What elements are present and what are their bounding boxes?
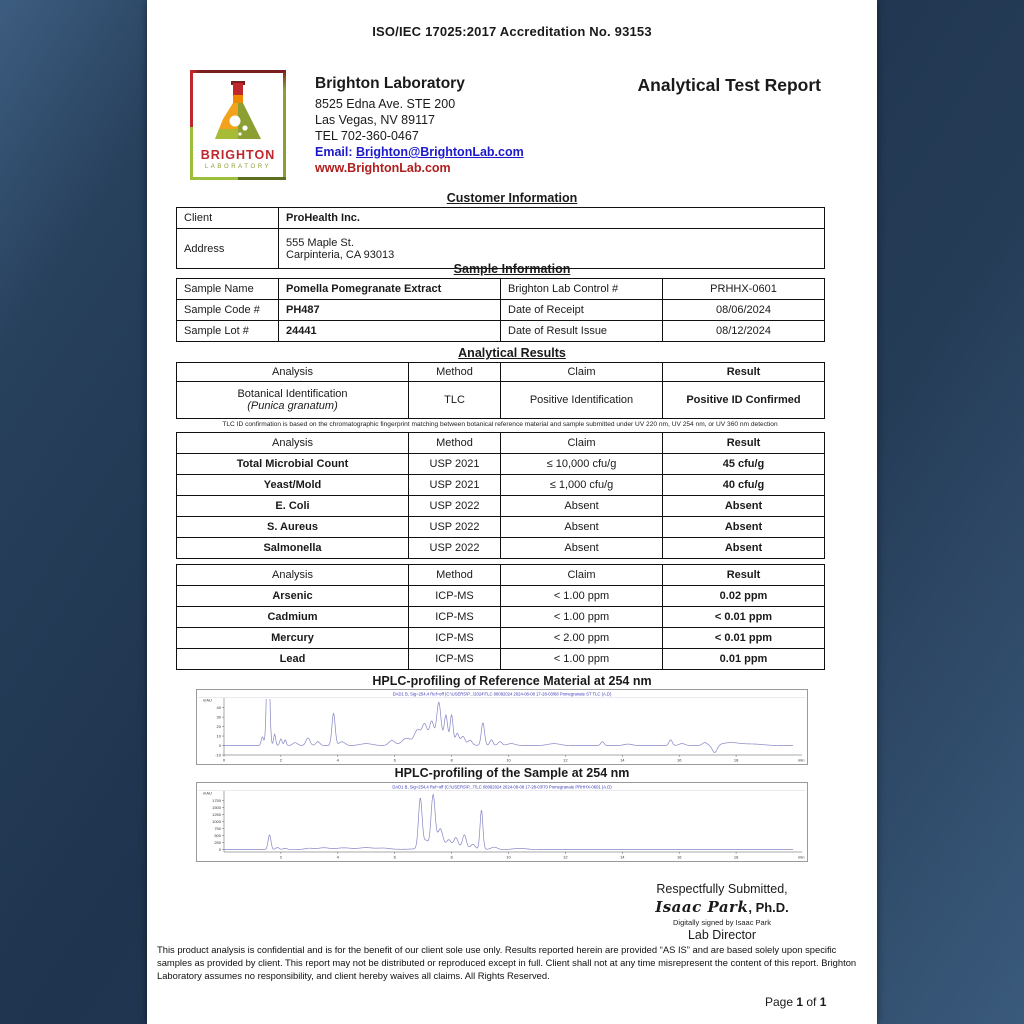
lab-email-line xyxy=(315,144,615,160)
col-result: Result xyxy=(663,565,825,586)
svg-text:min: min xyxy=(798,854,805,860)
address-value: 555 Maple St. Carpinteria, CA 93013 xyxy=(279,229,825,269)
botanical-method: TLC xyxy=(409,382,501,419)
table-row: Lead ICP-MS < 1.00 ppm 0.01 ppm xyxy=(177,649,825,670)
svg-text:10: 10 xyxy=(506,757,511,763)
sample-name-value: Pomella Pomegranate Extract xyxy=(279,279,501,300)
lab-control-label: Brighton Lab Control # xyxy=(501,279,663,300)
table-header-row xyxy=(177,565,825,586)
svg-text:40: 40 xyxy=(216,705,221,711)
table-row: Yeast/Mold USP 2021 ≤ 1,000 cfu/g 40 cfu/g xyxy=(177,475,825,496)
report-title: Analytical Test Report xyxy=(637,75,821,95)
svg-text:250: 250 xyxy=(214,839,221,845)
table-row: Mercury ICP-MS < 2.00 ppm < 0.01 ppm xyxy=(177,628,825,649)
accreditation-header: ISO/IEC 17025:2017 Accreditation No. 93153 xyxy=(372,24,652,39)
svg-text:0: 0 xyxy=(218,846,221,852)
svg-text:1250: 1250 xyxy=(212,811,221,817)
table-header-row xyxy=(177,433,825,454)
flask-icon xyxy=(205,81,271,143)
date-issue-label: Date of Result Issue xyxy=(501,321,663,342)
svg-text:min: min xyxy=(798,757,805,763)
report-page xyxy=(147,0,877,1024)
col-method: Method xyxy=(409,433,501,454)
lab-address-line2: Las Vegas, NV 89117 xyxy=(315,113,435,127)
svg-text:mAU: mAU xyxy=(203,790,212,796)
chromatogram-plot xyxy=(197,783,807,861)
svg-text:20: 20 xyxy=(216,724,221,730)
date-receipt-value: 08/06/2024 xyxy=(663,300,825,321)
svg-text:12: 12 xyxy=(563,757,568,763)
logo-border-bottom xyxy=(190,177,286,180)
svg-text:1750: 1750 xyxy=(212,797,221,803)
lab-control-value: PRHHX-0601 xyxy=(663,279,825,300)
date-issue-value: 08/12/2024 xyxy=(663,321,825,342)
table-row xyxy=(177,208,825,229)
digital-signature-note: Digitally signed by Isaac Park xyxy=(673,918,771,927)
table-row: S. Aureus USP 2022 Absent Absent xyxy=(177,517,825,538)
svg-text:DAD1 B, Sig=254,4 Ref=off (C:\: DAD1 B, Sig=254,4 Ref=off (C:\USERS\P...\TLC 08082024 2024-08-08 17-28-03\70 Pomegranate PRHHX-0601 (A.D) xyxy=(392,784,612,790)
svg-text:4: 4 xyxy=(336,854,339,860)
sample-lot-label: Sample Lot # xyxy=(177,321,279,342)
svg-text:4: 4 xyxy=(336,757,339,763)
botanical-table xyxy=(176,362,825,419)
svg-text:10: 10 xyxy=(506,854,511,860)
svg-text:2: 2 xyxy=(279,757,283,763)
disclaimer-text: This product analysis is confidential and is for the benefit of our client sole use only. Results reported herein are provided “AS IS” and are based solely upon specific samples as provided by client. This report may not be distributed or reproduced except in full. Client shall not at any time misrepresent the content of this report. Brighton Laboratory assumes no responsibility, and client hereby waives all claims. All Rights Reserved. xyxy=(157,944,857,981)
microbial-table xyxy=(176,432,825,559)
client-label: Client xyxy=(177,208,279,229)
logo-wordmark: BRIGHTON xyxy=(200,148,276,162)
lab-phone: TEL 702-360-0467 xyxy=(315,129,419,143)
botanical-result: Positive ID Confirmed xyxy=(663,382,825,419)
svg-text:500: 500 xyxy=(214,832,221,838)
email-label: Email: xyxy=(315,145,356,159)
hplc-reference-title: HPLC-profiling of Reference Material at 254 nm xyxy=(372,674,652,688)
svg-text:6: 6 xyxy=(393,757,396,763)
customer-info-table xyxy=(176,207,825,269)
svg-text:1000: 1000 xyxy=(212,818,221,824)
svg-text:DAD1 B, Sig=254,4 Ref=off (C:\: DAD1 B, Sig=254,4 Ref=off (C:\USERS\P...\2024\TLC 08082024 2024-08-08 17-28-03\68 Pomegranate ST TLC (A.D) xyxy=(392,691,612,697)
table-row xyxy=(177,279,825,300)
svg-text:30: 30 xyxy=(216,714,221,720)
brighton-logo xyxy=(190,70,286,180)
svg-text:6: 6 xyxy=(393,854,396,860)
table-row: Arsenic ICP-MS < 1.00 ppm 0.02 ppm xyxy=(177,586,825,607)
col-analysis: Analysis xyxy=(177,363,409,382)
sample-code-label: Sample Code # xyxy=(177,300,279,321)
svg-text:1500: 1500 xyxy=(212,804,221,810)
lab-address-line1: 8525 Edna Ave. STE 200 xyxy=(315,97,456,111)
svg-text:14: 14 xyxy=(620,854,625,860)
signature-name: Isaac Park, Ph.D. xyxy=(655,898,789,916)
email-link[interactable]: Brighton@BrightonLab.com xyxy=(356,145,524,159)
signature-block xyxy=(592,882,852,942)
logo-border-right xyxy=(283,70,286,180)
chromatogram-plot xyxy=(197,690,807,764)
botanical-analysis: Botanical Identification (Punica granatum) xyxy=(177,382,409,419)
client-value: ProHealth Inc. xyxy=(279,208,825,229)
svg-text:8: 8 xyxy=(450,854,453,860)
table-row: Salmonella USP 2022 Absent Absent xyxy=(177,538,825,559)
svg-text:18: 18 xyxy=(733,757,739,763)
svg-text:2: 2 xyxy=(279,854,283,860)
lab-info-block xyxy=(315,74,615,176)
col-claim: Claim xyxy=(501,363,663,382)
hplc-reference-chart xyxy=(196,689,808,765)
date-receipt-label: Date of Receipt xyxy=(501,300,663,321)
hplc-sample-title: HPLC-profiling of the Sample at 254 nm xyxy=(394,766,630,780)
tlc-note: TLC ID confirmation is based on the chromatographic fingerprint matching between botanical reference material and sample submitted under UV 220 nm, UV 254 nm, or UV 360 nm detection xyxy=(222,421,778,428)
svg-text:14: 14 xyxy=(620,757,625,763)
sample-lot-value: 24441 xyxy=(279,321,501,342)
botanical-claim: Positive Identification xyxy=(501,382,663,419)
table-row xyxy=(177,300,825,321)
signature-salutation: Respectfully Submitted, xyxy=(656,882,788,896)
analytical-results-heading: Analytical Results xyxy=(458,346,566,360)
col-claim: Claim xyxy=(501,565,663,586)
sample-code-value: PH487 xyxy=(279,300,501,321)
table-row: E. Coli USP 2022 Absent Absent xyxy=(177,496,825,517)
page-number: Page 1 of 1 xyxy=(765,995,827,1009)
lab-name: Brighton Laboratory xyxy=(315,75,465,92)
lab-website: www.BrightonLab.com xyxy=(315,161,451,175)
col-analysis: Analysis xyxy=(177,565,409,586)
svg-text:mAU: mAU xyxy=(203,697,212,703)
svg-text:0: 0 xyxy=(222,757,226,763)
svg-text:16: 16 xyxy=(676,854,682,860)
hplc-sample-chart xyxy=(196,782,808,862)
sample-info-table xyxy=(176,278,825,342)
col-analysis: Analysis xyxy=(177,433,409,454)
svg-text:10: 10 xyxy=(216,733,221,739)
sample-name-label: Sample Name xyxy=(177,279,279,300)
col-result: Result xyxy=(663,433,825,454)
col-method: Method xyxy=(409,565,501,586)
table-row: Cadmium ICP-MS < 1.00 ppm < 0.01 ppm xyxy=(177,607,825,628)
col-method: Method xyxy=(409,363,501,382)
svg-text:16: 16 xyxy=(676,757,682,763)
table-row xyxy=(177,382,825,419)
svg-text:8: 8 xyxy=(450,757,453,763)
logo-inner xyxy=(193,73,283,177)
signer-role: Lab Director xyxy=(687,928,757,942)
address-label: Address xyxy=(177,229,279,269)
metals-table xyxy=(176,564,825,670)
table-row xyxy=(177,321,825,342)
customer-info-heading: Customer Information xyxy=(446,191,578,205)
svg-text:-10: -10 xyxy=(215,752,221,758)
svg-text:18: 18 xyxy=(733,854,739,860)
col-claim: Claim xyxy=(501,433,663,454)
svg-text:12: 12 xyxy=(563,854,568,860)
logo-subtitle: LABORATORY xyxy=(204,164,272,170)
table-row: Total Microbial Count USP 2021 ≤ 10,000 cfu/g 45 cfu/g xyxy=(177,454,825,475)
svg-text:750: 750 xyxy=(214,825,221,831)
sample-info-heading: Sample Information xyxy=(453,262,571,276)
svg-text:0: 0 xyxy=(218,743,221,749)
table-header-row xyxy=(177,363,825,382)
col-result: Result xyxy=(663,363,825,382)
